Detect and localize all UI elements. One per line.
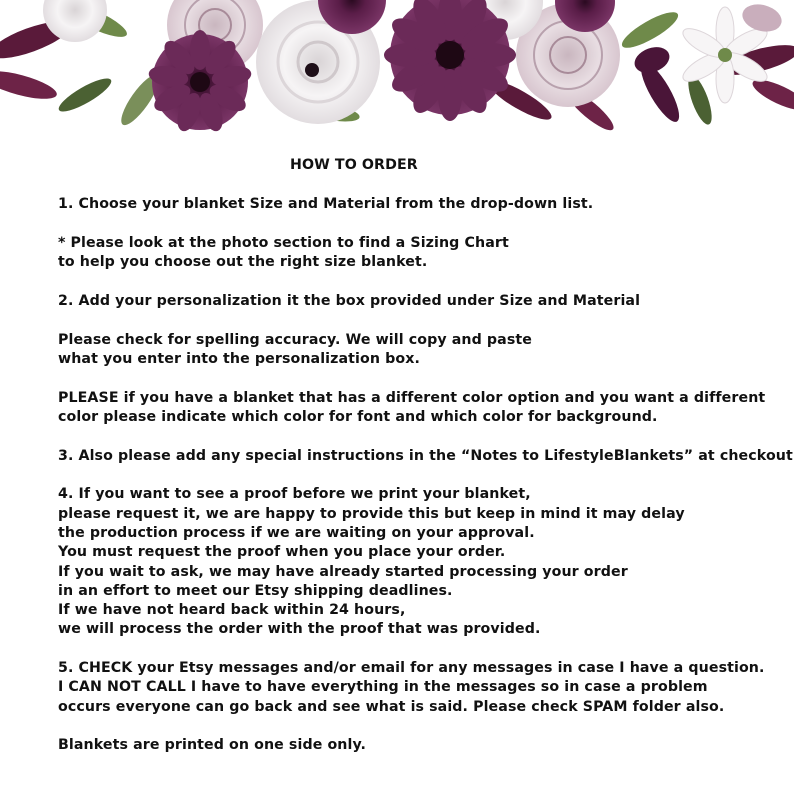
instruction-list <box>58 195 793 755</box>
instruction-line: in an effort to meet our Etsy shipping deadlines. <box>58 582 453 599</box>
instruction-line: * Please look at the photo section to find a Sizing Chart <box>58 234 509 251</box>
instruction-line: If we have not heard back within 24 hours, <box>58 602 406 619</box>
order-instructions <box>58 156 793 775</box>
floral-header-illustration <box>0 0 794 140</box>
instruction-line: You must request the proof when you place your order. <box>58 544 506 561</box>
instruction-paragraph <box>58 234 778 273</box>
instruction-line: occurs everyone can go back and see what is said. Please check SPAM folder also. <box>58 698 725 715</box>
page-title: HOW TO ORDER <box>290 157 418 173</box>
plum-dahlia-center <box>384 0 516 121</box>
instruction-line: we will process the order with the proof that was provided. <box>58 621 541 638</box>
instruction-line: Blankets are printed on one side only. <box>58 737 367 754</box>
instruction-paragraph <box>58 736 778 755</box>
instruction-paragraph <box>58 195 778 214</box>
instruction-line: If you wait to ask, we may have already started processing your order <box>58 563 628 580</box>
instruction-paragraph <box>58 292 778 311</box>
instruction-line: 1. Choose your blanket Size and Material from the drop-down list. <box>58 196 594 213</box>
instruction-paragraph <box>58 389 778 428</box>
instruction-line: 5. CHECK your Etsy messages and/or email for any messages in case I have a question. <box>58 660 765 677</box>
instruction-line: please request it, we are happy to provide this but keep in mind it may delay <box>58 505 685 522</box>
instruction-paragraph <box>58 447 793 466</box>
instruction-line: PLEASE if you have a blanket that has a different color option and you want a different <box>58 389 766 406</box>
instruction-line: 2. Add your personalization it the box provided under Size and Material <box>58 292 641 309</box>
instruction-line: I CAN NOT CALL I have to have everything in the messages so in case a problem <box>58 679 708 696</box>
instruction-paragraph <box>58 485 778 639</box>
instruction-line: 4. If you want to see a proof before we print your blanket, <box>58 486 531 503</box>
instruction-line: 3. Also please add any special instructions in the “Notes to LifestyleBlankets” at checkout <box>58 447 793 464</box>
instruction-line: the production process if we are waiting on your approval. <box>58 524 535 541</box>
instruction-line: Please check for spelling accuracy. We will copy and paste <box>58 331 532 348</box>
instruction-paragraph <box>58 331 778 370</box>
instruction-line: color please indicate which color for font and which color for background. <box>58 408 658 425</box>
instruction-line: what you enter into the personalization box. <box>58 350 420 367</box>
instruction-paragraph <box>58 659 778 717</box>
instruction-line: to help you choose out the right size blanket. <box>58 254 428 271</box>
